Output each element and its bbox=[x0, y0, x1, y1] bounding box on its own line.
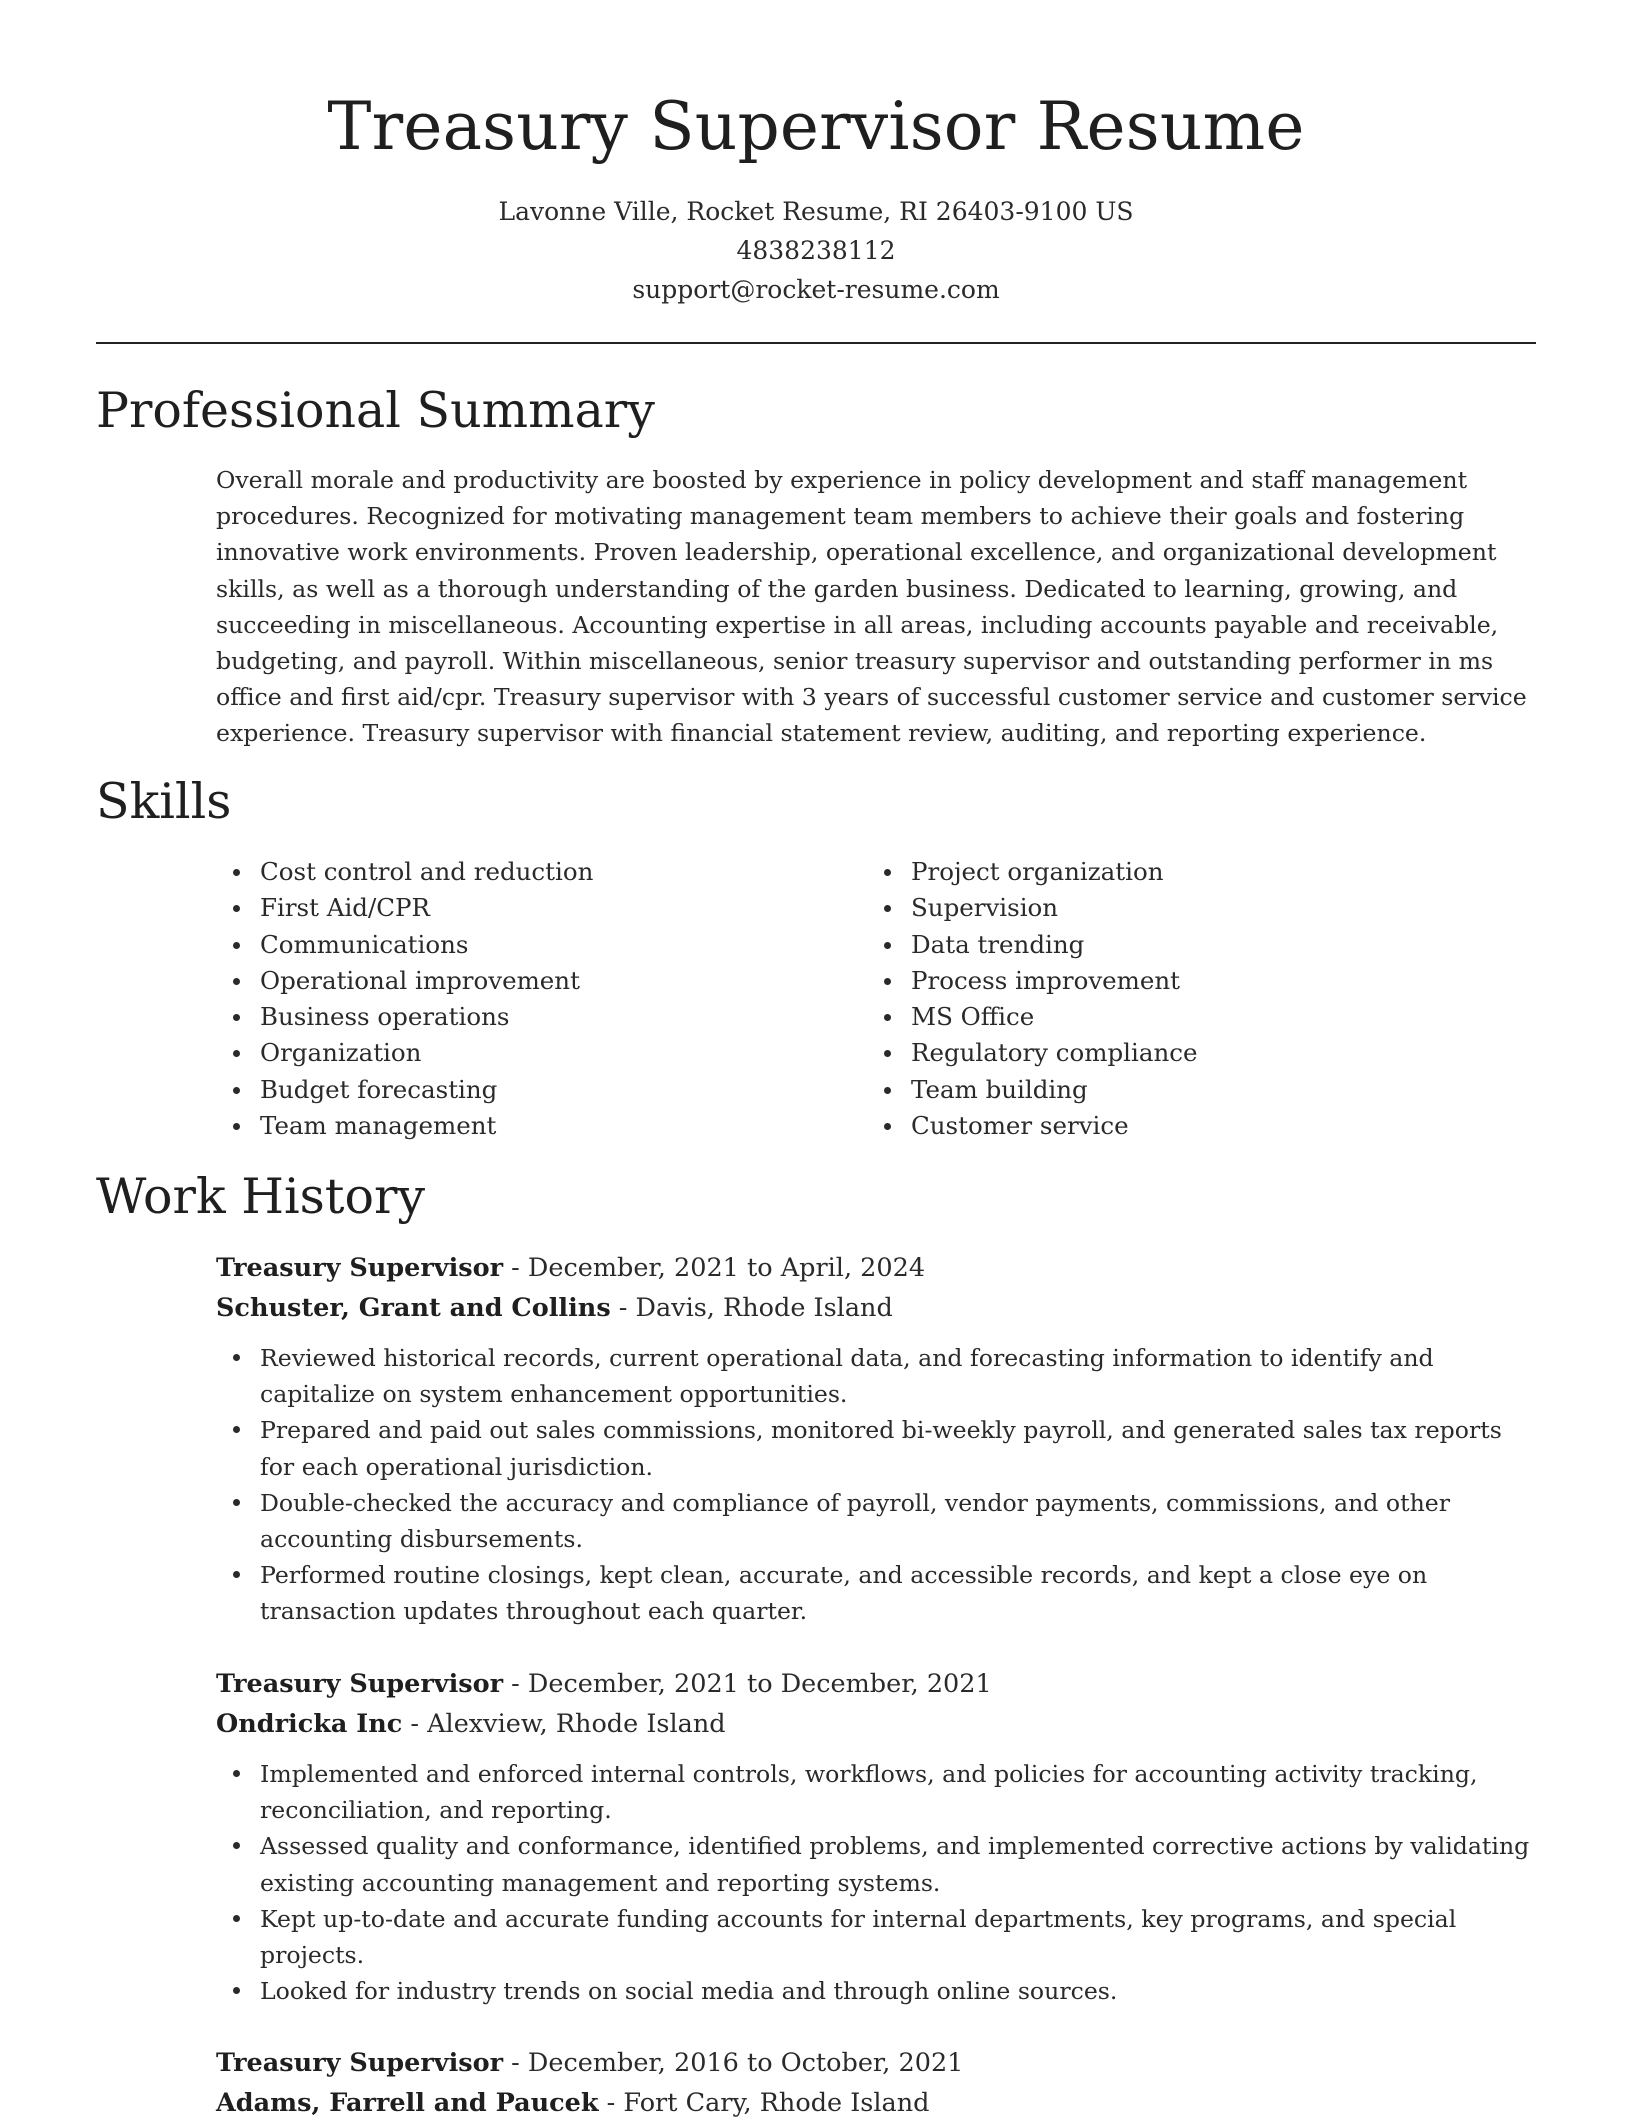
job-entry bbox=[216, 1248, 1538, 1630]
job-bullet: Prepared and paid out sales commissions, monitored bi-weekly payroll, and generated sales tax reports for each operational jurisdiction. bbox=[216, 1412, 1538, 1484]
job-title: Treasury Supervisor bbox=[216, 2048, 504, 2078]
skills-list-left bbox=[216, 854, 593, 1144]
job-title-line bbox=[216, 1664, 1538, 1704]
skills-list-right bbox=[867, 854, 1197, 1144]
job-dates: - December, 2021 to December, 2021 bbox=[503, 1669, 992, 1699]
job-company: Adams, Farrell and Paucek bbox=[216, 2088, 599, 2118]
contact-address: Lavonne Ville, Rocket Resume, RI 26403-9100 US bbox=[498, 197, 1134, 226]
job-bullets bbox=[216, 1340, 1538, 1630]
job-bullet: Looked for industry trends on social media and through online sources. bbox=[216, 1973, 1538, 2009]
job-bullet: Performed routine closings, kept clean, accurate, and accessible records, and kept a close eye on transaction updates throughout each quarter. bbox=[216, 1557, 1538, 1629]
skill-item: Organization bbox=[216, 1035, 593, 1071]
skill-item: Team management bbox=[216, 1108, 593, 1144]
skill-item: First Aid/CPR bbox=[216, 890, 593, 926]
job-title: Treasury Supervisor bbox=[216, 1669, 504, 1699]
job-title-line bbox=[216, 2043, 1538, 2083]
skill-item: Customer service bbox=[867, 1108, 1197, 1144]
job-dates: - December, 2016 to October, 2021 bbox=[503, 2048, 964, 2078]
skill-item: Communications bbox=[216, 927, 593, 963]
job-company: Schuster, Grant and Collins bbox=[216, 1293, 611, 1323]
summary-text: Overall morale and productivity are boosted by experience in policy development and staff management procedures. Recognized for motivating management team members to achieve their goals and fostering innovative work environments. Proven leadership, operational excellence, and organizational development skills, as well as a thorough understanding of the garden business. Dedicated to learning, growing, and succeeding in miscellaneous. Accounting expertise in all areas, including accounts payable and receivable, budgeting, and payroll. Within miscellaneous, senior treasury supervisor and outstanding performer in ms office and first aid/cpr. Treasury supervisor with 3 years of successful customer service and customer service experience. Treasury supervisor with financial statement review, auditing, and reporting experience. bbox=[216, 466, 1527, 748]
skill-item: Operational improvement bbox=[216, 963, 593, 999]
job-title-line bbox=[216, 1248, 1538, 1288]
job-bullet: Double-checked the accuracy and compliance of payroll, vendor payments, commissions, and other accounting disbursements. bbox=[216, 1485, 1538, 1557]
job-entry bbox=[216, 2043, 1538, 2123]
skill-item: Regulatory compliance bbox=[867, 1035, 1197, 1071]
work-history-heading: Work History bbox=[96, 1168, 426, 1225]
contact-email: support@rocket-resume.com bbox=[632, 275, 1000, 304]
skill-item: Process improvement bbox=[867, 963, 1197, 999]
job-company-line bbox=[216, 2083, 1538, 2123]
job-entry bbox=[216, 1664, 1538, 2009]
job-location: - Fort Cary, Rhode Island bbox=[598, 2088, 930, 2118]
resume-title: Treasury Supervisor Resume bbox=[327, 88, 1305, 165]
skill-item: Data trending bbox=[867, 927, 1197, 963]
skill-item: Supervision bbox=[867, 890, 1197, 926]
job-dates: - December, 2021 to April, 2024 bbox=[503, 1253, 926, 1283]
contact-block bbox=[0, 192, 1632, 309]
skill-item: Business operations bbox=[216, 999, 593, 1035]
job-company-line bbox=[216, 1288, 1538, 1328]
job-bullets bbox=[216, 1756, 1538, 2009]
job-bullet: Assessed quality and conformance, identified problems, and implemented corrective actions by validating existing accounting management and reporting systems. bbox=[216, 1828, 1538, 1900]
skill-item: Budget forecasting bbox=[216, 1072, 593, 1108]
summary-heading: Professional Summary bbox=[96, 382, 655, 439]
header-divider bbox=[96, 342, 1536, 344]
job-bullet: Reviewed historical records, current operational data, and forecasting information to identify and capitalize on system enhancement opportunities. bbox=[216, 1340, 1538, 1412]
job-location: - Alexview, Rhode Island bbox=[402, 1709, 726, 1739]
job-bullet: Implemented and enforced internal controls, workflows, and policies for accounting activity tracking, reconciliation, and reporting. bbox=[216, 1756, 1538, 1828]
skills-heading: Skills bbox=[96, 773, 232, 830]
skill-item: Cost control and reduction bbox=[216, 854, 593, 890]
job-company-line bbox=[216, 1704, 1538, 1744]
job-bullet: Kept up-to-date and accurate funding accounts for internal departments, key programs, and special projects. bbox=[216, 1901, 1538, 1973]
contact-phone: 4838238112 bbox=[736, 236, 896, 265]
job-title: Treasury Supervisor bbox=[216, 1253, 504, 1283]
skill-item: Team building bbox=[867, 1072, 1197, 1108]
job-company: Ondricka Inc bbox=[216, 1709, 403, 1739]
job-location: - Davis, Rhode Island bbox=[610, 1293, 893, 1323]
skill-item: Project organization bbox=[867, 854, 1197, 890]
skill-item: MS Office bbox=[867, 999, 1197, 1035]
